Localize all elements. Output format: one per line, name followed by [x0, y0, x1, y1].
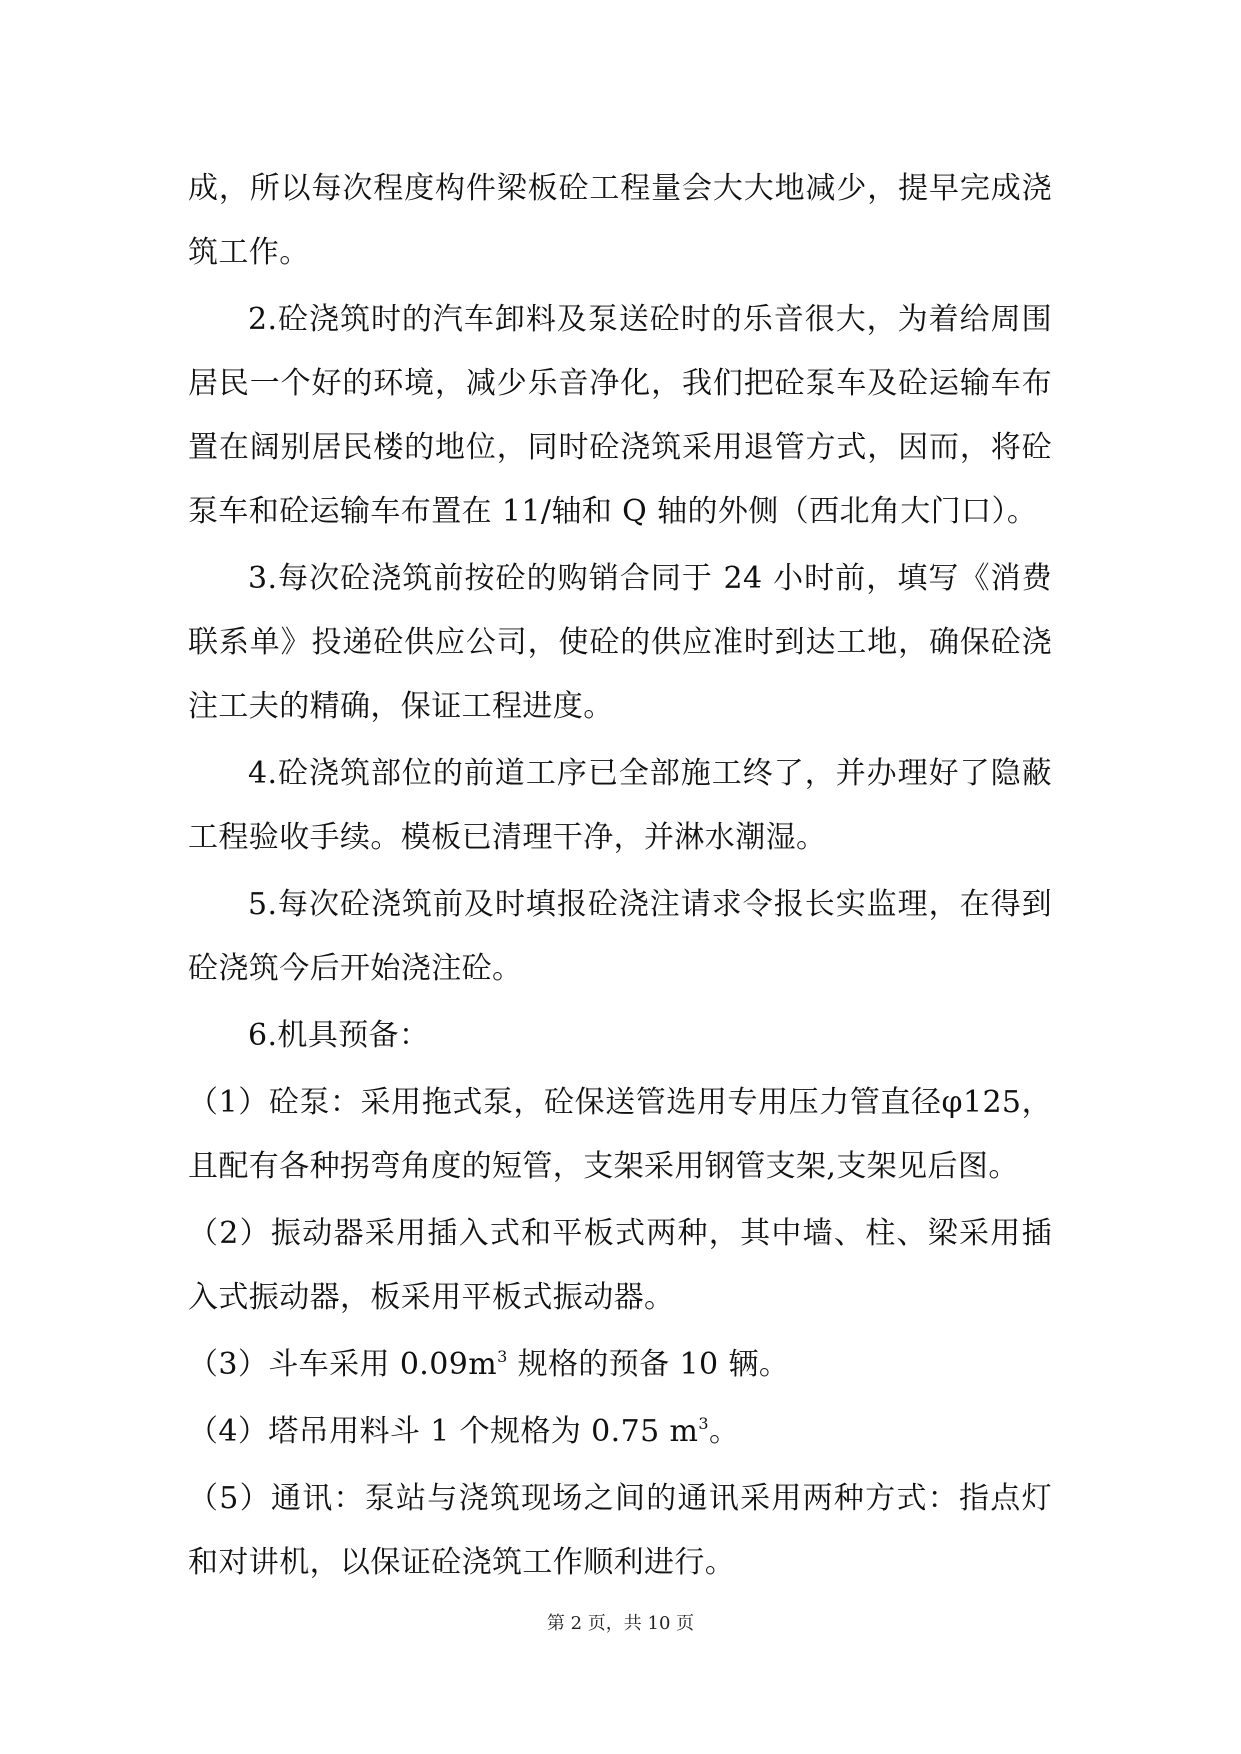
- sub-item-3-text-before: （3）斗车采用 0.09m: [188, 1347, 498, 1382]
- paragraph-sub-item-4: [188, 1400, 1052, 1464]
- page-footer: [0, 1612, 1241, 1636]
- paragraph-item-5: 5.每次砼浇筑前及时填报砼浇注请求令报长实监理，在得到砼浇筑今后开始浇注砼。: [188, 887, 1052, 986]
- sub-item-3-text-after: 规格的预备 10 辆。: [507, 1347, 790, 1382]
- sub-item-4-text-after: 。: [708, 1414, 740, 1449]
- paragraph-item-4: 4.砼浇筑部位的前道工序已全部施工终了，并办理好了隐蔽工程验收手续。模板已清理干净，并淋水潮湿。: [188, 756, 1052, 855]
- paragraph-item-3: 3.每次砼浇筑前按砼的购销合同于 24 小时前，填写《消费联系单》投递砼供应公司，使砼的供应准时到达工地，确保砼浇注工夫的精确，保证工程进度。: [188, 561, 1052, 724]
- paragraph-sub-item-3: [188, 1333, 1052, 1397]
- paragraph-item-2: 2.砼浇筑时的汽车卸料及泵送砼时的乐音很大，为着给周围居民一个好的环境，减少乐音净化，我们把砼泵车及砼运输车布置在阔别居民楼的地位，同时砼浇筑采用退管方式，因而，将砼泵车和砼运输车布置在 11/轴和 Q 轴的外侧（西北角大门口）。: [188, 302, 1052, 529]
- document-body: [188, 157, 1052, 1598]
- page-number: 第 2 页，共 10 页: [546, 1613, 695, 1634]
- paragraph-sub-item-1: （1）砼泵：采用拖式泵，砼保送管选用专用压力管直径φ125，且配有各种拐弯角度的短管，支架采用钢管支架,支架见后图。: [188, 1085, 1052, 1184]
- paragraph-continuation: 成，所以每次程度构件梁板砼工程量会大大地减少，提早完成浇筑工作。: [188, 171, 1052, 270]
- sub-item-3-superscript: 3: [497, 1347, 508, 1366]
- sub-item-4-superscript: 3: [698, 1414, 709, 1433]
- paragraph-sub-item-2: （2）振动器采用插入式和平板式两种，其中墙、柱、梁采用插入式振动器，板采用平板式振动器。: [188, 1216, 1052, 1315]
- paragraph-item-6-heading: 6.机具预备：: [248, 1018, 430, 1053]
- sub-item-4-text-before: （4）塔吊用料斗 1 个规格为 0.75 m: [188, 1414, 699, 1449]
- paragraph-sub-item-5: （5）通讯：泵站与浇筑现场之间的通讯采用两种方式：指点灯和对讲机，以保证砼浇筑工作顺利进行。: [188, 1481, 1052, 1580]
